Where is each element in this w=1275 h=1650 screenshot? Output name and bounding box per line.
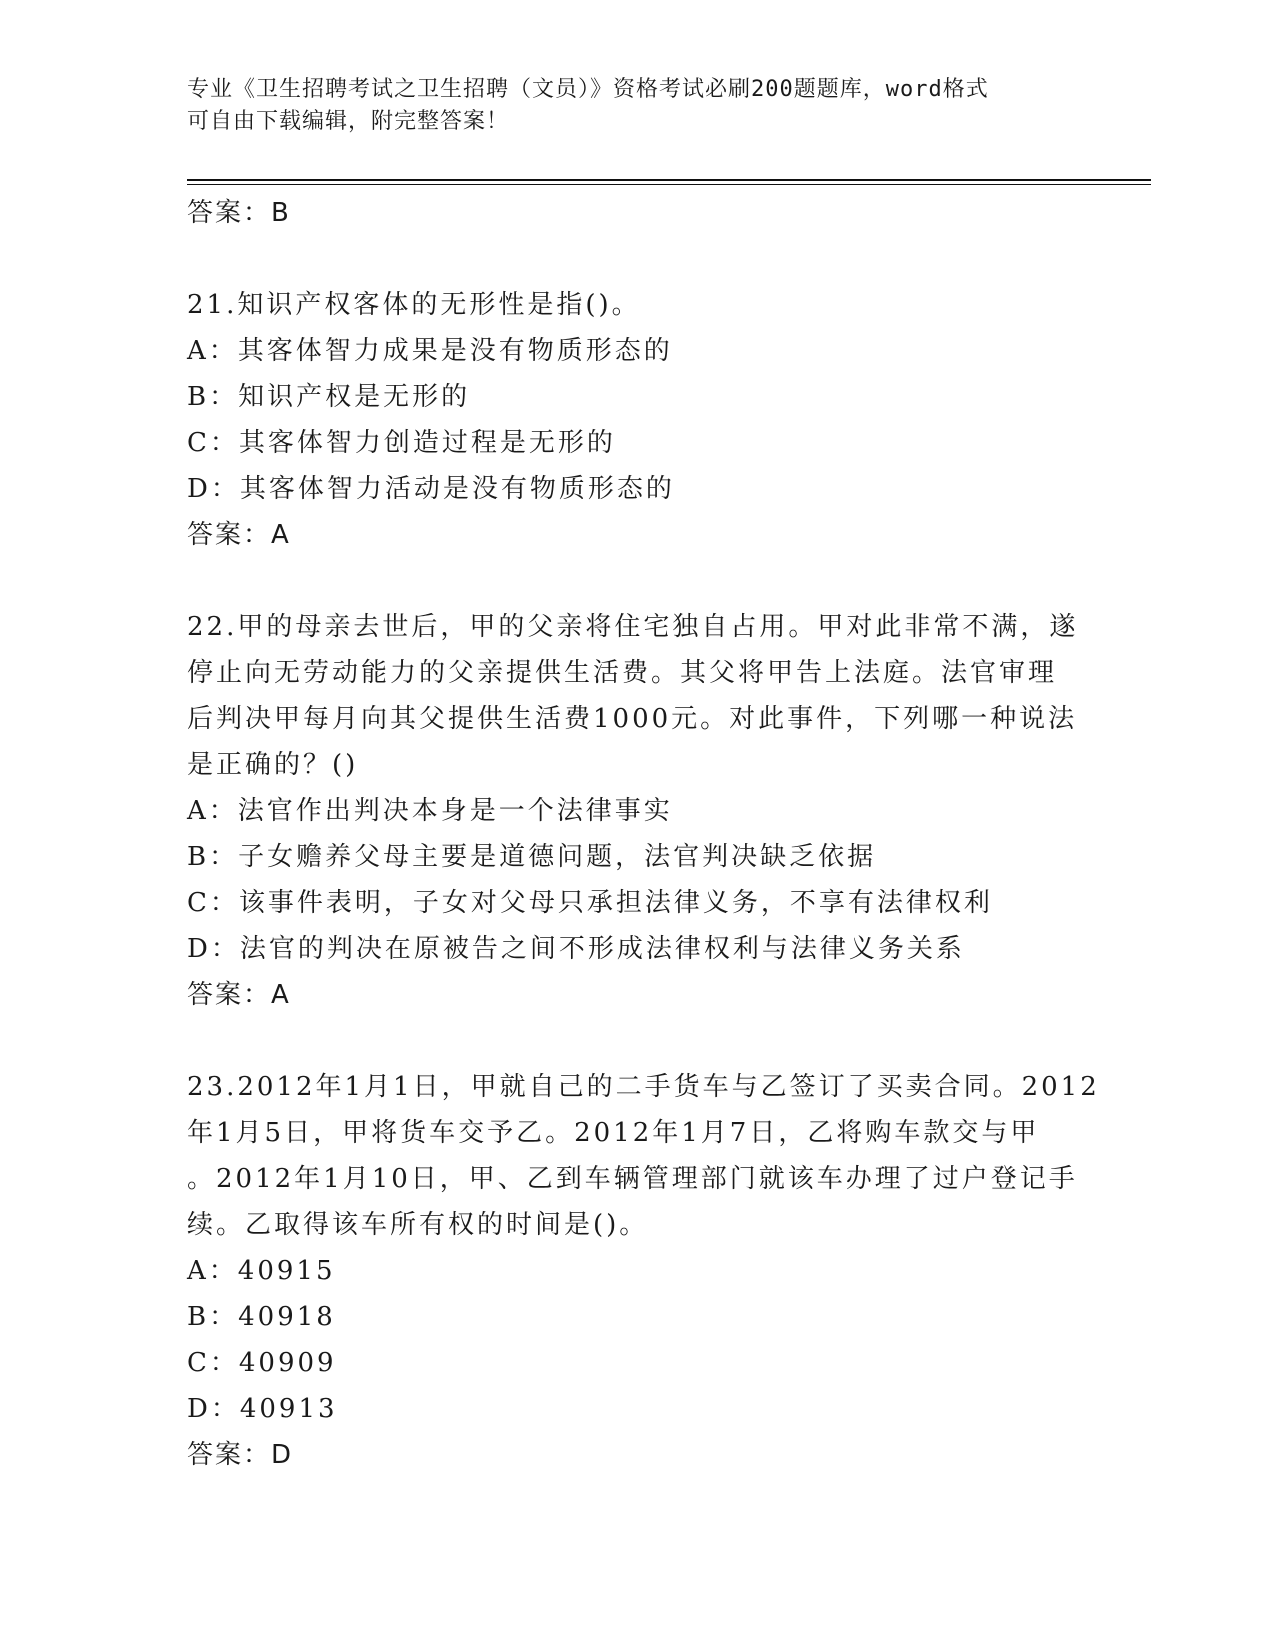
question-stem-line-2: 停止向无劳动能力的父亲提供生活费。其父将甲告上法庭。法官审理 (187, 658, 1058, 688)
question-22 (187, 604, 1087, 1018)
option-a: A：40915 (187, 1256, 336, 1286)
answer-label: 答案：D (187, 1440, 294, 1470)
option-d: D：其客体智力活动是没有物质形态的 (187, 474, 675, 504)
previous-answer: 答案：B (187, 198, 291, 228)
header-divider-thin (187, 184, 1151, 185)
option-c: C：该事件表明，子女对父母只承担法律义务，不享有法律权利 (187, 888, 993, 918)
option-d: D：40913 (187, 1394, 338, 1424)
spacer (187, 558, 1087, 604)
question-stem: 21.知识产权客体的无形性是指()。 (187, 290, 641, 320)
option-b: B：40918 (187, 1302, 336, 1332)
option-d: D：法官的判决在原被告之间不形成法律权利与法律义务关系 (187, 934, 965, 964)
question-list (187, 190, 1100, 1478)
question-stem-line-4: 续。乙取得该车所有权的时间是()。 (187, 1210, 649, 1240)
question-stem-line-1: 23.2012年1月1日，甲就自己的二手货车与乙签订了买卖合同。2012 (187, 1072, 1100, 1102)
question-stem-line-4: 是正确的？() (187, 750, 359, 780)
question-stem-line-1: 22.甲的母亲去世后，甲的父亲将住宅独自占用。甲对此非常不满，遂 (187, 612, 1079, 642)
spacer (187, 1018, 1087, 1064)
option-a: A：其客体智力成果是没有物质形态的 (187, 336, 673, 366)
question-23 (187, 1064, 1100, 1478)
document-header (187, 74, 1067, 138)
answer-label: 答案：A (187, 520, 291, 550)
option-c: C：其客体智力创造过程是无形的 (187, 428, 616, 458)
header-divider-thick (187, 179, 1151, 181)
question-21 (187, 282, 1087, 558)
option-a: A：法官作出判决本身是一个法律事实 (187, 796, 673, 826)
question-stem-line-3: 。2012年1月10日，甲、乙到车辆管理部门就该车办理了过户登记手 (187, 1164, 1078, 1194)
option-b: B：知识产权是无形的 (187, 382, 471, 412)
header-line-2: 可自由下载编辑，附完整答案！ (187, 109, 510, 134)
spacer (187, 236, 1087, 282)
option-b: B：子女赡养父母主要是道德问题，法官判决缺乏依据 (187, 842, 877, 872)
question-stem-line-3: 后判决甲每月向其父提供生活费1000元。对此事件，下列哪一种说法 (187, 704, 1078, 734)
option-c: C：40909 (187, 1348, 337, 1378)
answer-label: 答案：A (187, 980, 291, 1010)
question-stem-line-2: 年1月5日，甲将货车交予乙。2012年1月7日，乙将购车款交与甲 (187, 1118, 1040, 1148)
header-line-1: 专业《卫生招聘考试之卫生招聘（文员）》资格考试必刷200题题库，word格式 (187, 77, 989, 102)
